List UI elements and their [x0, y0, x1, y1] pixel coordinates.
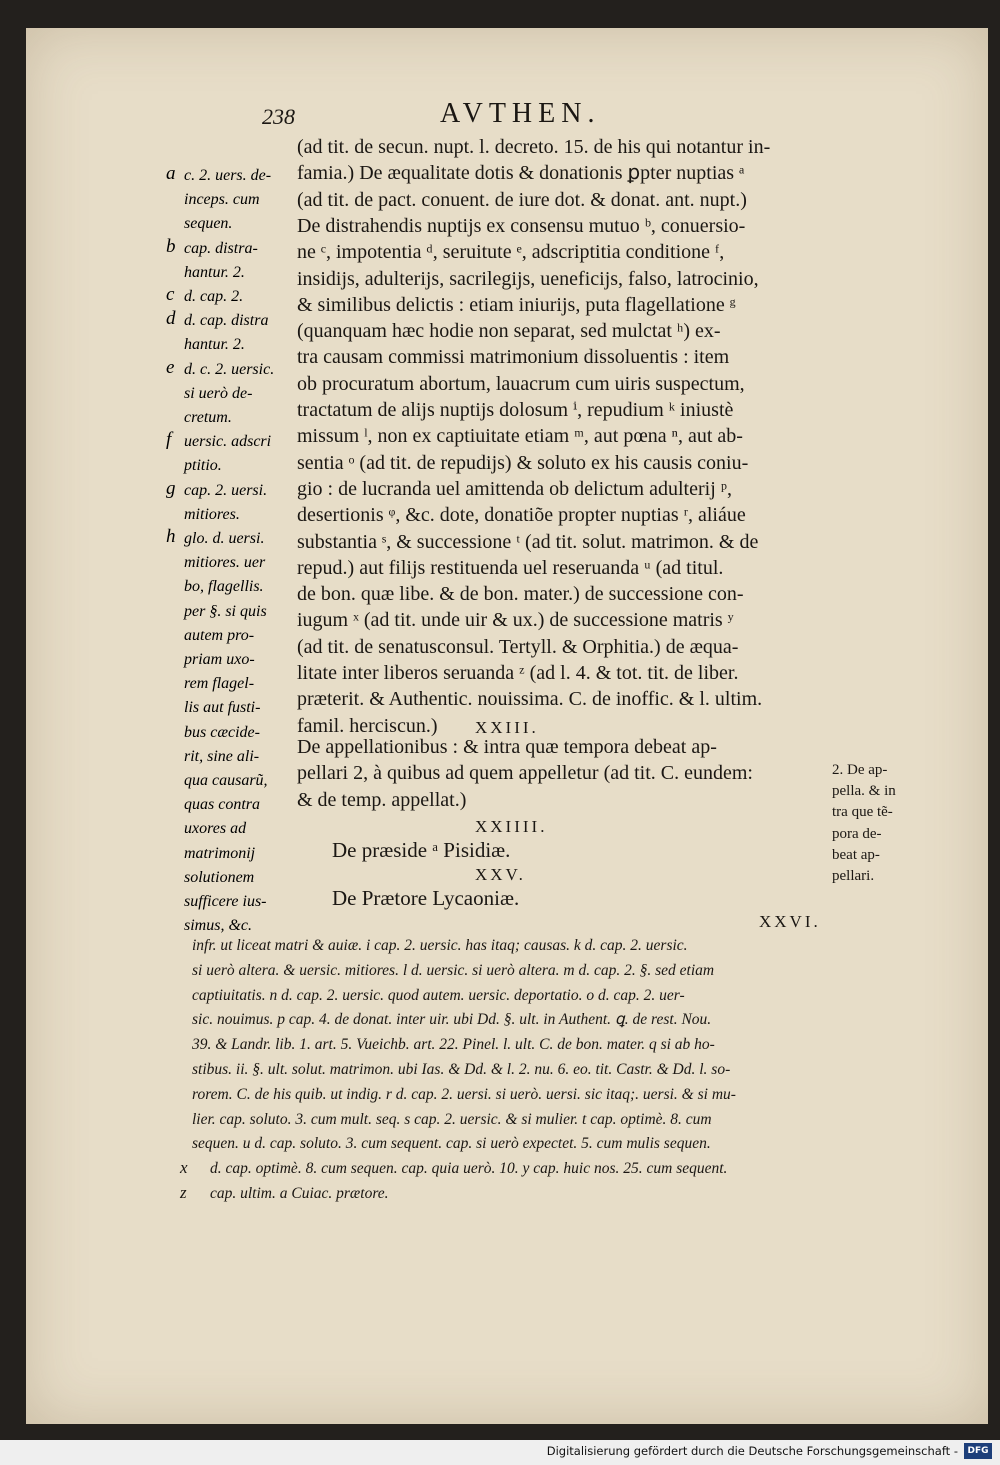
- page-number: 238: [262, 104, 295, 129]
- footnote-line: captiuitatis. n d. cap. 2. uersic. quod autem. uersic. deportatio. o d. cap. 2. uer-: [192, 986, 685, 1004]
- main-text-line: desertionis ᵠ, &c. dote, donatiõe propter nuptias ʳ, aliáue: [297, 504, 746, 527]
- margin-note-text: d. c. 2. uersic.: [184, 360, 275, 378]
- margin-note-label: f: [166, 429, 172, 451]
- margin-note-text: bus cæcide-: [184, 723, 260, 741]
- footnote-line: d. cap. optimè. 8. cum sequen. cap. quia uerò. 10. y cap. huic nos. 25. cum sequent.: [210, 1160, 728, 1177]
- rubric-25: De Prætore Lycaoniæ.: [332, 886, 520, 910]
- main-text-line: & similibus delictis : etiam iniurijs, puta flagellatione ᵍ: [297, 293, 736, 316]
- margin-note-text: sufficere ius-: [184, 893, 267, 910]
- footnote-line: infr. ut liceat matri & auiæ. i cap. 2. uersic. has itaq; causas. k d. cap. 2. uersic.: [192, 937, 688, 954]
- heading-25: XXV.: [475, 865, 526, 884]
- main-text-line: iugum ˣ (ad tit. unde uir & ux.) de successione matris ʸ: [297, 609, 734, 632]
- footnote-line: sequen. u d. cap. soluto. 3. cum sequent. cap. si uerò expectet. 5. cum mulis sequen.: [192, 1135, 711, 1153]
- margin-note-text: uxores ad: [184, 820, 247, 838]
- heading-26: XXVI.: [759, 912, 821, 931]
- main-text-line: tra causam commissi matrimonium dissoluentis : item: [297, 346, 730, 369]
- margin-note-label: b: [166, 235, 176, 257]
- running-head: AVTHEN.: [440, 98, 601, 129]
- main-text-line: missum ˡ, non ex captiuitate etiam ᵐ, aut pœna ⁿ, aut ab-: [297, 425, 743, 448]
- right-margin-note-line: beat ap-: [832, 846, 880, 863]
- margin-note-text: priam uxo-: [184, 651, 255, 668]
- footnote-line: si uerò altera. & uersic. mitiores. l d. uersic. si uerò altera. m d. cap. 2. §. sed etiam: [192, 961, 715, 979]
- margin-note-label: e: [166, 356, 175, 378]
- main-text-line: substantia ˢ, & successione ᵗ (ad tit. solut. matrimon. & de: [297, 530, 759, 553]
- main-text-line: insidijs, adulterijs, sacrilegijs, ueneficijs, falso, latrocinio,: [297, 267, 759, 290]
- margin-note-text: d. cap. 2.: [184, 288, 244, 305]
- rubric-24: De præside ᵃ Pisidiæ.: [332, 838, 511, 862]
- footnote-line: rorem. C. de his quib. ut indig. r d. cap. 2. uersi. si uerò. uersi. sic itaq;. uersi. & si mu-: [192, 1085, 736, 1103]
- margin-note-label: g: [166, 477, 176, 499]
- margin-note-text: autem pro-: [184, 626, 255, 644]
- margin-note-text: c. 2. uers. de-: [184, 167, 272, 184]
- margin-note-text: quas contra: [184, 796, 260, 814]
- margin-note-text: glo. d. uersi.: [184, 530, 265, 547]
- footnote-line: 39. & Landr. lib. 1. art. 5. Vueichb. art. 22. Pinel. l. ult. C. de bon. mater. q si ab ho-: [192, 1036, 715, 1054]
- margin-note-text: lis aut fusti-: [184, 699, 261, 717]
- main-text-line: famil. herciscun.): [297, 714, 438, 737]
- margin-note-text: simus, &c.: [184, 917, 252, 935]
- margin-note-label: a: [166, 163, 176, 184]
- main-text-line: (quanquam hæc hodie non separat, sed mulctat ʰ) ex-: [297, 320, 721, 343]
- margin-note-label: h: [166, 526, 176, 547]
- main-text-line: (ad tit. de senatusconsul. Tertyll. & Orphitia.) de æqua-: [297, 635, 739, 658]
- main-text-line: sentia ᵒ (ad tit. de repudijs) & soluto ex his causis coniu-: [297, 451, 749, 474]
- main-text-line: repud.) aut filijs restituenda uel reseruanda ᵘ (ad titul.: [297, 556, 724, 579]
- right-margin-note-line: 2. De ap-: [832, 762, 888, 778]
- main-text-line: ob procuratum abortum, lauacrum cum uiris suspectum,: [297, 372, 745, 395]
- margin-note-text: sequen.: [184, 215, 233, 233]
- margin-note-text: inceps. cum: [184, 191, 260, 209]
- dfg-logo: DFG: [964, 1443, 992, 1459]
- main-text-line: (ad tit. de pact. conuent. de iure dot. & donat. ant. nupt.): [297, 188, 747, 211]
- margin-note-text: ptitio.: [184, 457, 222, 475]
- footnote-line: sic. nouimus. p cap. 4. de donat. inter uir. ubi Dd. §. ult. in Authent. ꝗ. de rest. Nou.: [192, 1011, 712, 1029]
- footnote-line: stibus. ii. §. ult. solut. matrimon. ubi Ias. & Dd. & l. 2. nu. 6. eo. tit. Castr. & Dd. l. so-: [192, 1061, 731, 1078]
- appellation-text-line: & de temp. appellat.): [297, 788, 467, 811]
- margin-note-text: rem flagel-: [184, 675, 255, 693]
- margin-note-text: hantur. 2.: [184, 336, 245, 354]
- main-text-line: præterit. & Authentic. nouissima. C. de inoffic. & l. ultim.: [297, 688, 763, 711]
- margin-note-text: mitiores. uer: [184, 554, 266, 572]
- margin-note-label: c: [166, 284, 175, 305]
- right-margin-note-line: pella. & in: [832, 783, 896, 800]
- margin-note-text: uersic. adscri: [184, 433, 272, 451]
- margin-note-text: hantur. 2.: [184, 263, 245, 281]
- margin-note-text: solutionem: [184, 868, 255, 886]
- right-margin-note-line: pora de-: [832, 825, 882, 842]
- main-text-line: de bon. quæ libe. & de bon. mater.) de successione con-: [297, 583, 744, 606]
- margin-note-text: rit, sine ali-: [184, 747, 260, 765]
- main-text-line: litate inter liberos seruanda ᶻ (ad l. 4. & tot. tit. de liber.: [297, 662, 739, 684]
- heading-24: XXIIII.: [475, 817, 548, 836]
- margin-note-text: d. cap. distra: [184, 312, 269, 330]
- margin-note-text: bo, flagellis.: [184, 578, 264, 596]
- margin-note-text: cretum.: [184, 409, 232, 426]
- margin-note-text: per §. si quis: [184, 602, 267, 620]
- main-text-line: tractatum de alijs nuptijs dolosum ⁱ, repudium ᵏ iniustè: [297, 399, 734, 421]
- margin-note-text: cap. distra-: [184, 239, 258, 257]
- margin-note-text: si uerò de-: [184, 384, 253, 402]
- appellation-text-line: pellari 2, à quibus ad quem appelletur (ad tit. C. eundem:: [297, 762, 753, 785]
- footnote-label: z: [180, 1182, 187, 1202]
- footnote-line: cap. ultim. a Cuiac. prætore.: [210, 1184, 389, 1202]
- footnote-label: x: [180, 1158, 188, 1177]
- heading-23: XXIII.: [475, 718, 539, 737]
- appellation-text-line: De appellationibus : & intra quæ tempora debeat ap-: [297, 736, 717, 758]
- footer-credit: Digitalisierung gefördert durch die Deutsche Forschungsgemeinschaft -: [546, 1444, 958, 1458]
- footnote-line: lier. cap. soluto. 3. cum mult. seq. s cap. 2. uersic. & si mulier. t cap. optimè. 8. cum: [192, 1110, 712, 1128]
- margin-note-text: matrimonij: [184, 844, 256, 862]
- margin-note-label: d: [166, 308, 176, 330]
- main-text-line: famia.) De æqualitate dotis & donationis ꝑpter nuptias ᵃ: [297, 162, 745, 185]
- main-text-line: (ad tit. de secun. nupt. l. decreto. 15. de his qui notantur in-: [297, 136, 771, 158]
- main-text-line: ne ᶜ, impotentia ᵈ, seruitute ᵉ, adscriptitia conditione ᶠ,: [297, 241, 725, 264]
- main-text-line: gio : de lucranda uel amittenda ob delictum adulterij ᵖ,: [297, 477, 732, 500]
- margin-note-text: cap. 2. uersi.: [184, 481, 268, 499]
- margin-note-text: mitiores.: [184, 505, 240, 523]
- right-margin-note-line: pellari.: [832, 868, 875, 884]
- right-margin-note-line: tra que tẽ-: [832, 804, 893, 821]
- margin-note-text: qua causarũ,: [184, 772, 268, 789]
- main-text-line: De distrahendis nuptijs ex consensu mutuo ᵇ, conuersio-: [297, 214, 746, 237]
